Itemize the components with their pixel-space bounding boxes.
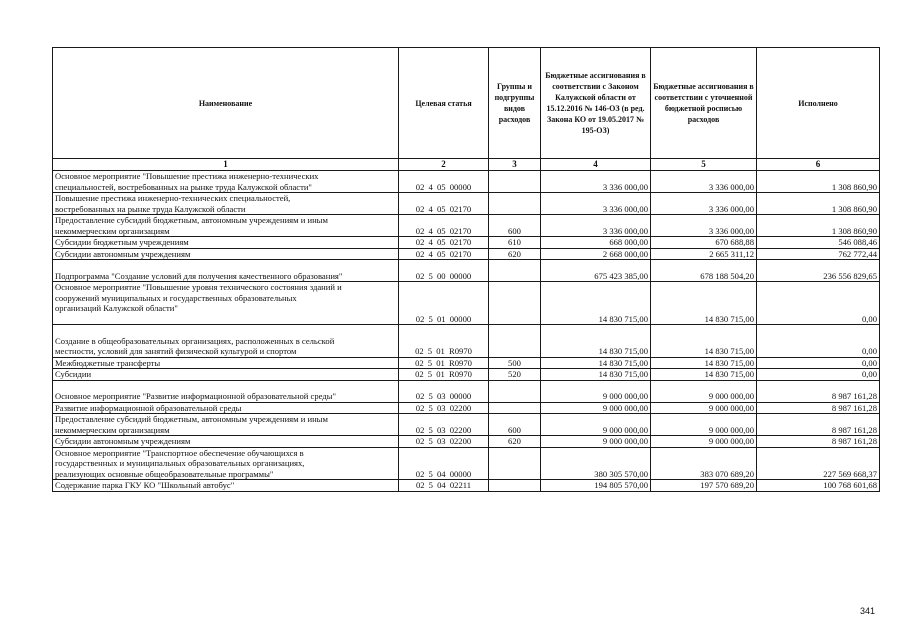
header-budget-allocations: Бюджетные ассигнования в соответствии с уточненной бюджетной росписью расходов xyxy=(651,48,757,159)
target-article: 02 4 05 00000 xyxy=(399,171,489,193)
row-name-line: некоммерческим организациям xyxy=(55,225,170,236)
law-amount: 14 830 715,00 xyxy=(541,282,651,325)
row-name-line: Субсидии автономным учреждениям xyxy=(55,436,191,446)
row-name xyxy=(53,325,399,358)
expense-group xyxy=(489,380,541,402)
expense-group: 610 xyxy=(489,237,541,249)
executed-amount: 0,00 xyxy=(757,357,880,369)
table-row xyxy=(53,282,880,325)
row-name xyxy=(53,282,399,325)
row-name xyxy=(53,480,399,492)
table-row xyxy=(53,193,880,215)
target-article: 02 5 01 00000 xyxy=(399,282,489,325)
expense-group: 600 xyxy=(489,215,541,237)
expense-group xyxy=(489,260,541,282)
expense-group xyxy=(489,447,541,480)
executed-amount: 8 987 161,28 xyxy=(757,436,880,448)
row-name-line: востребованных на рынке труда Калужской области xyxy=(55,203,246,214)
budget-table-page xyxy=(52,47,879,492)
column-number: 6 xyxy=(757,159,880,171)
budget-amount: 670 688,88 xyxy=(651,237,757,249)
law-amount: 675 423 385,00 xyxy=(541,260,651,282)
row-name-line xyxy=(55,381,396,392)
budget-amount: 3 336 000,00 xyxy=(651,193,757,215)
target-article: 02 5 04 02211 xyxy=(399,480,489,492)
law-amount: 9 000 000,00 xyxy=(541,380,651,402)
executed-amount: 762 772,44 xyxy=(757,248,880,260)
header-law-allocations: Бюджетные ассигнования в соответствии с Законом Калужской области от 15.12.2016 № 146-ОЗ (в ред. Закона КО от 19.05.2017 № 195-ОЗ) xyxy=(541,48,651,159)
row-name-line: Создание в общеобразовательных организациях, расположенных в сельской xyxy=(55,335,335,346)
expense-group xyxy=(489,193,541,215)
budget-amount: 14 830 715,00 xyxy=(651,357,757,369)
target-article: 02 5 03 02200 xyxy=(399,402,489,414)
law-amount: 2 668 000,00 xyxy=(541,248,651,260)
budget-amount: 2 665 311,12 xyxy=(651,248,757,260)
budget-amount: 14 830 715,00 xyxy=(651,282,757,325)
row-name xyxy=(53,171,399,193)
table-header-row xyxy=(53,48,880,159)
row-name-line: Субсидии xyxy=(55,369,92,379)
row-name-line: государственных и муниципальных образовательных организациях, xyxy=(55,458,305,468)
executed-amount: 1 308 860,90 xyxy=(757,193,880,215)
target-article: 02 5 03 02200 xyxy=(399,436,489,448)
column-number: 3 xyxy=(489,159,541,171)
budget-amount: 383 070 689,20 xyxy=(651,447,757,480)
law-amount: 9 000 000,00 xyxy=(541,414,651,436)
row-name-line: Предоставление субсидий бюджетным, автономным учреждениям и иным xyxy=(55,215,328,225)
executed-amount: 546 088,46 xyxy=(757,237,880,249)
header-expense-groups: Группы и подгруппы видов расходов xyxy=(489,48,541,159)
target-article: 02 4 05 02170 xyxy=(399,215,489,237)
table-row xyxy=(53,447,880,480)
table-row xyxy=(53,237,880,249)
row-name-line: Предоставление субсидий бюджетным, автономным учреждениям и иным xyxy=(55,414,328,424)
row-name xyxy=(53,193,399,215)
row-name-line: Основное мероприятие "Развитие информационной образовательной среды" xyxy=(55,391,337,401)
column-number: 4 xyxy=(541,159,651,171)
executed-amount: 227 569 668,37 xyxy=(757,447,880,480)
law-amount: 9 000 000,00 xyxy=(541,402,651,414)
law-amount: 3 336 000,00 xyxy=(541,193,651,215)
row-name-line: Содержание парка ГКУ КО "Школьный автобус" xyxy=(55,480,235,490)
law-amount: 14 830 715,00 xyxy=(541,325,651,358)
executed-amount: 8 987 161,28 xyxy=(757,402,880,414)
row-name-line: специальностей, востребованных на рынке труда Калужской области" xyxy=(55,181,312,192)
table-row xyxy=(53,248,880,260)
executed-amount: 0,00 xyxy=(757,369,880,381)
table-row xyxy=(53,436,880,448)
law-amount: 14 830 715,00 xyxy=(541,357,651,369)
table-row xyxy=(53,402,880,414)
row-name xyxy=(53,260,399,282)
row-name xyxy=(53,447,399,480)
expense-group xyxy=(489,282,541,325)
budget-amount: 14 830 715,00 xyxy=(651,325,757,358)
column-number: 5 xyxy=(651,159,757,171)
target-article: 02 5 03 02200 xyxy=(399,414,489,436)
budget-amount: 3 336 000,00 xyxy=(651,171,757,193)
expense-group: 500 xyxy=(489,357,541,369)
law-amount: 194 805 570,00 xyxy=(541,480,651,492)
expense-group xyxy=(489,402,541,414)
executed-amount: 0,00 xyxy=(757,282,880,325)
row-name-line: Основное мероприятие "Транспортное обеспечение обучающихся в xyxy=(55,447,304,458)
row-name-line: сооружений муниципальных и государственных образовательных xyxy=(55,292,297,303)
table-row xyxy=(53,357,880,369)
target-article: 02 5 01 R0970 xyxy=(399,369,489,381)
expense-group xyxy=(489,325,541,358)
table-row xyxy=(53,480,880,492)
target-article: 02 4 05 02170 xyxy=(399,237,489,249)
row-name xyxy=(53,248,399,260)
page-number: 341 xyxy=(859,606,875,616)
budget-amount: 3 336 000,00 xyxy=(651,215,757,237)
row-name-line: некоммерческим организациям xyxy=(55,424,170,435)
header-name: Наименование xyxy=(53,48,399,159)
row-name xyxy=(53,369,399,381)
target-article: 02 5 04 00000 xyxy=(399,447,489,480)
row-name-line: Субсидии автономным учреждениям xyxy=(55,248,191,259)
law-amount: 380 305 570,00 xyxy=(541,447,651,480)
row-name-line: местности, условий для занятий физической культурой и спортом xyxy=(55,346,297,356)
executed-amount: 236 556 829,65 xyxy=(757,260,880,282)
executed-amount: 8 987 161,28 xyxy=(757,380,880,402)
row-name xyxy=(53,357,399,369)
budget-amount: 9 000 000,00 xyxy=(651,414,757,436)
budget-amount: 9 000 000,00 xyxy=(651,436,757,448)
row-name-line: Основное мероприятие "Повышение престижа инженерно-технических xyxy=(55,171,319,181)
header-target-article: Целевая статья xyxy=(399,48,489,159)
row-name xyxy=(53,215,399,237)
row-name-line: реализующих основные общеобразовательные программы" xyxy=(55,468,274,479)
expense-group xyxy=(489,480,541,492)
row-name-line: Межбюджетные трансферты xyxy=(55,357,161,368)
budget-execution-table xyxy=(52,47,880,492)
column-number: 1 xyxy=(53,159,399,171)
table-row xyxy=(53,380,880,402)
row-name-line xyxy=(55,314,396,325)
budget-amount: 197 570 689,20 xyxy=(651,480,757,492)
column-number: 2 xyxy=(399,159,489,171)
row-name xyxy=(53,237,399,249)
target-article: 02 5 03 00000 xyxy=(399,380,489,402)
law-amount: 3 336 000,00 xyxy=(541,171,651,193)
target-article: 02 5 01 R0970 xyxy=(399,325,489,358)
executed-amount: 0,00 xyxy=(757,325,880,358)
law-amount: 14 830 715,00 xyxy=(541,369,651,381)
row-name-line xyxy=(55,260,396,271)
expense-group: 520 xyxy=(489,369,541,381)
target-article: 02 4 05 02170 xyxy=(399,193,489,215)
row-name xyxy=(53,402,399,414)
table-row xyxy=(53,369,880,381)
law-amount: 9 000 000,00 xyxy=(541,436,651,448)
executed-amount: 8 987 161,28 xyxy=(757,414,880,436)
law-amount: 3 336 000,00 xyxy=(541,215,651,237)
expense-group: 600 xyxy=(489,414,541,436)
law-amount: 668 000,00 xyxy=(541,237,651,249)
row-name xyxy=(53,414,399,436)
table-row xyxy=(53,171,880,193)
executed-amount: 1 308 860,90 xyxy=(757,215,880,237)
target-article: 02 5 00 00000 xyxy=(399,260,489,282)
executed-amount: 100 768 601,68 xyxy=(757,480,880,492)
column-number-row xyxy=(53,159,880,171)
row-name-line: Повышение престижа инженерно-технических специальностей, xyxy=(55,193,291,203)
table-row xyxy=(53,325,880,358)
row-name-line: Развитие информационной образовательной среды xyxy=(55,402,242,413)
row-name xyxy=(53,436,399,448)
row-name-line: организаций Калужской области" xyxy=(55,303,178,313)
budget-amount: 14 830 715,00 xyxy=(651,369,757,381)
row-name-line: Основное мероприятие "Повышение уровня технического состояния зданий и xyxy=(55,282,342,292)
row-name xyxy=(53,380,399,402)
expense-group: 620 xyxy=(489,436,541,448)
budget-amount: 678 188 504,20 xyxy=(651,260,757,282)
executed-amount: 1 308 860,90 xyxy=(757,171,880,193)
expense-group: 620 xyxy=(489,248,541,260)
row-name-line: Субсидии бюджетным учреждениям xyxy=(55,237,189,247)
row-name-line xyxy=(55,325,396,336)
target-article: 02 5 01 R0970 xyxy=(399,357,489,369)
target-article: 02 4 05 02170 xyxy=(399,248,489,260)
header-executed: Исполнено xyxy=(757,48,880,159)
table-row xyxy=(53,260,880,282)
table-row xyxy=(53,414,880,436)
expense-group xyxy=(489,171,541,193)
budget-amount: 9 000 000,00 xyxy=(651,402,757,414)
budget-amount: 9 000 000,00 xyxy=(651,380,757,402)
table-row xyxy=(53,215,880,237)
row-name-line: Подпрограмма "Создание условий для получения качественного образования" xyxy=(55,270,343,281)
table-body xyxy=(53,171,880,492)
